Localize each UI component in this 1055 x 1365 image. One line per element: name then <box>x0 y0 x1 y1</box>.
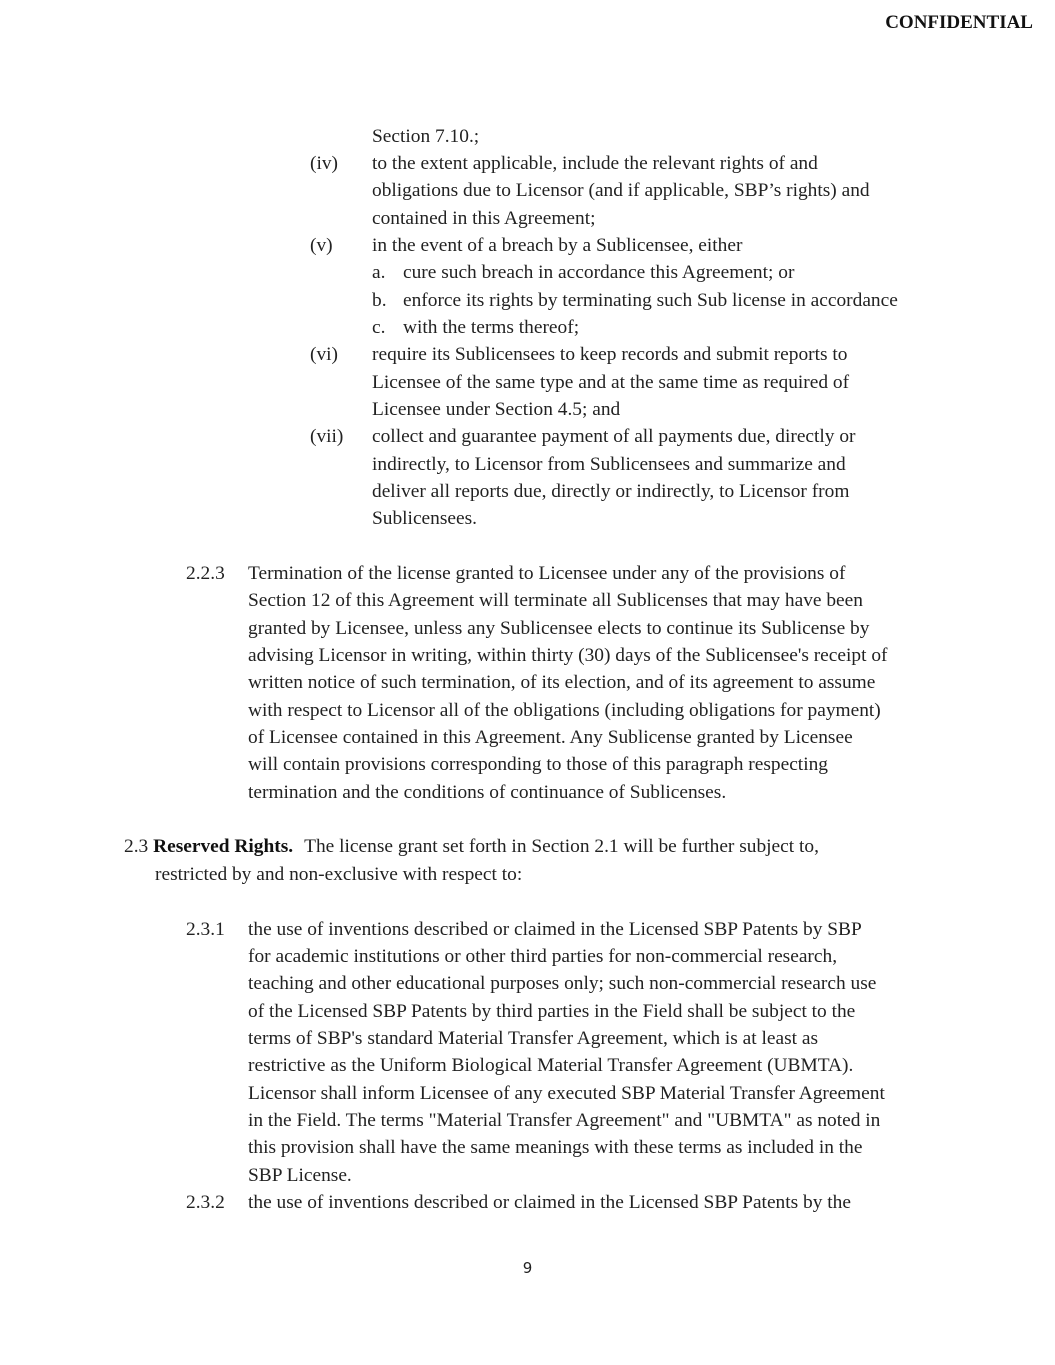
list-item-line: indirectly, to Licensor from Sublicensees and summarize and <box>372 454 846 475</box>
list-item-line: Sublicensees. <box>372 508 478 529</box>
list-item-number: (iv) <box>310 153 338 174</box>
paragraph-line: for academic institutions or other third parties for non-commercial research, <box>248 946 838 967</box>
list-item-line: Licensee of the same type and at the same time as required of <box>372 372 850 393</box>
list-item-line: Licensee under Section 4.5; and <box>372 399 621 420</box>
paragraph-line: of Licensee contained in this Agreement. Any Sublicense granted by Licensee <box>248 727 853 748</box>
list-item-number: (v) <box>310 235 333 256</box>
page-number: 9 <box>522 1259 533 1277</box>
paragraph-line: terms of SBP's standard Material Transfer Agreement, which is at least as <box>248 1028 819 1049</box>
section-2-3-heading: Reserved Rights. <box>153 836 294 857</box>
subitem-letter: c. <box>372 317 386 338</box>
subitem-letter: b. <box>372 290 387 311</box>
list-item-line: require its Sublicensees to keep records and submit reports to <box>372 344 848 365</box>
subitem-letter: a. <box>372 262 386 283</box>
list-item-line: in the event of a breach by a Sublicensee, either <box>372 235 743 256</box>
paragraph-line: advising Licensor in writing, within thirty (30) days of the Sublicensee's receipt of <box>248 645 888 666</box>
list-item-line: obligations due to Licensor (and if applicable, SBP’s rights) and <box>372 180 870 201</box>
paragraph-line: of the Licensed SBP Patents by third parties in the Field shall be subject to the <box>248 1001 856 1022</box>
paragraph-line: SBP License. <box>248 1165 352 1186</box>
list-continuation-line: Section 7.10.; <box>372 126 480 147</box>
list-item-line: collect and guarantee payment of all payments due, directly or <box>372 426 856 447</box>
confidential-header: CONFIDENTIAL <box>885 12 1033 33</box>
list-item-line: deliver all reports due, directly or indirectly, to Licensor from <box>372 481 850 502</box>
subitem-text: with the terms thereof; <box>403 317 580 338</box>
subitem-text: enforce its rights by terminating such Sub license in accordance <box>403 290 898 311</box>
paragraph-line: the use of inventions described or claimed in the Licensed SBP Patents by the <box>248 1192 851 1213</box>
section-2-3-text: The license grant set forth in Section 2.1 will be further subject to, <box>304 836 819 857</box>
section-2-3-2-number: 2.3.2 <box>186 1192 225 1213</box>
paragraph-line: will contain provisions corresponding to those of this paragraph respecting <box>248 754 828 775</box>
paragraph-line: restrictive as the Uniform Biological Material Transfer Agreement (UBMTA). <box>248 1055 854 1076</box>
paragraph-line: teaching and other educational purposes only; such non-commercial research use <box>248 973 877 994</box>
paragraph-line: in the Field. The terms "Material Transfer Agreement" and "UBMTA" as noted in <box>248 1110 881 1131</box>
paragraph-line: this provision shall have the same meanings with these terms as included in the <box>248 1137 863 1158</box>
paragraph-line: Section 12 of this Agreement will terminate all Sublicenses that may have been <box>248 590 863 611</box>
paragraph-line: granted by Licensee, unless any Sublicensee elects to continue its Sublicense by <box>248 618 870 639</box>
list-item-line: to the extent applicable, include the relevant rights of and <box>372 153 818 174</box>
paragraph-line: Termination of the license granted to Licensee under any of the provisions of <box>248 563 846 584</box>
paragraph-line: termination and the conditions of continuance of Sublicenses. <box>248 782 727 803</box>
section-2-3-line: restricted by and non-exclusive with respect to: <box>155 864 523 885</box>
paragraph-line: with respect to Licensor all of the obligations (including obligations for payment) <box>248 700 881 721</box>
paragraph-line: written notice of such termination, of its election, and of its agreement to assume <box>248 672 876 693</box>
section-2-2-3-number: 2.2.3 <box>186 563 225 584</box>
section-2-3-1-number: 2.3.1 <box>186 919 225 940</box>
section-2-3-number: 2.3 <box>124 836 149 857</box>
subitem-text: cure such breach in accordance this Agreement; or <box>403 262 795 283</box>
list-item-line: contained in this Agreement; <box>372 208 596 229</box>
list-item-number: (vi) <box>310 344 338 365</box>
section-2-3-line <box>124 833 819 860</box>
paragraph-line: Licensor shall inform Licensee of any executed SBP Material Transfer Agreement <box>248 1083 885 1104</box>
paragraph-line: the use of inventions described or claimed in the Licensed SBP Patents by SBP <box>248 919 862 940</box>
list-item-number: (vii) <box>310 426 344 447</box>
